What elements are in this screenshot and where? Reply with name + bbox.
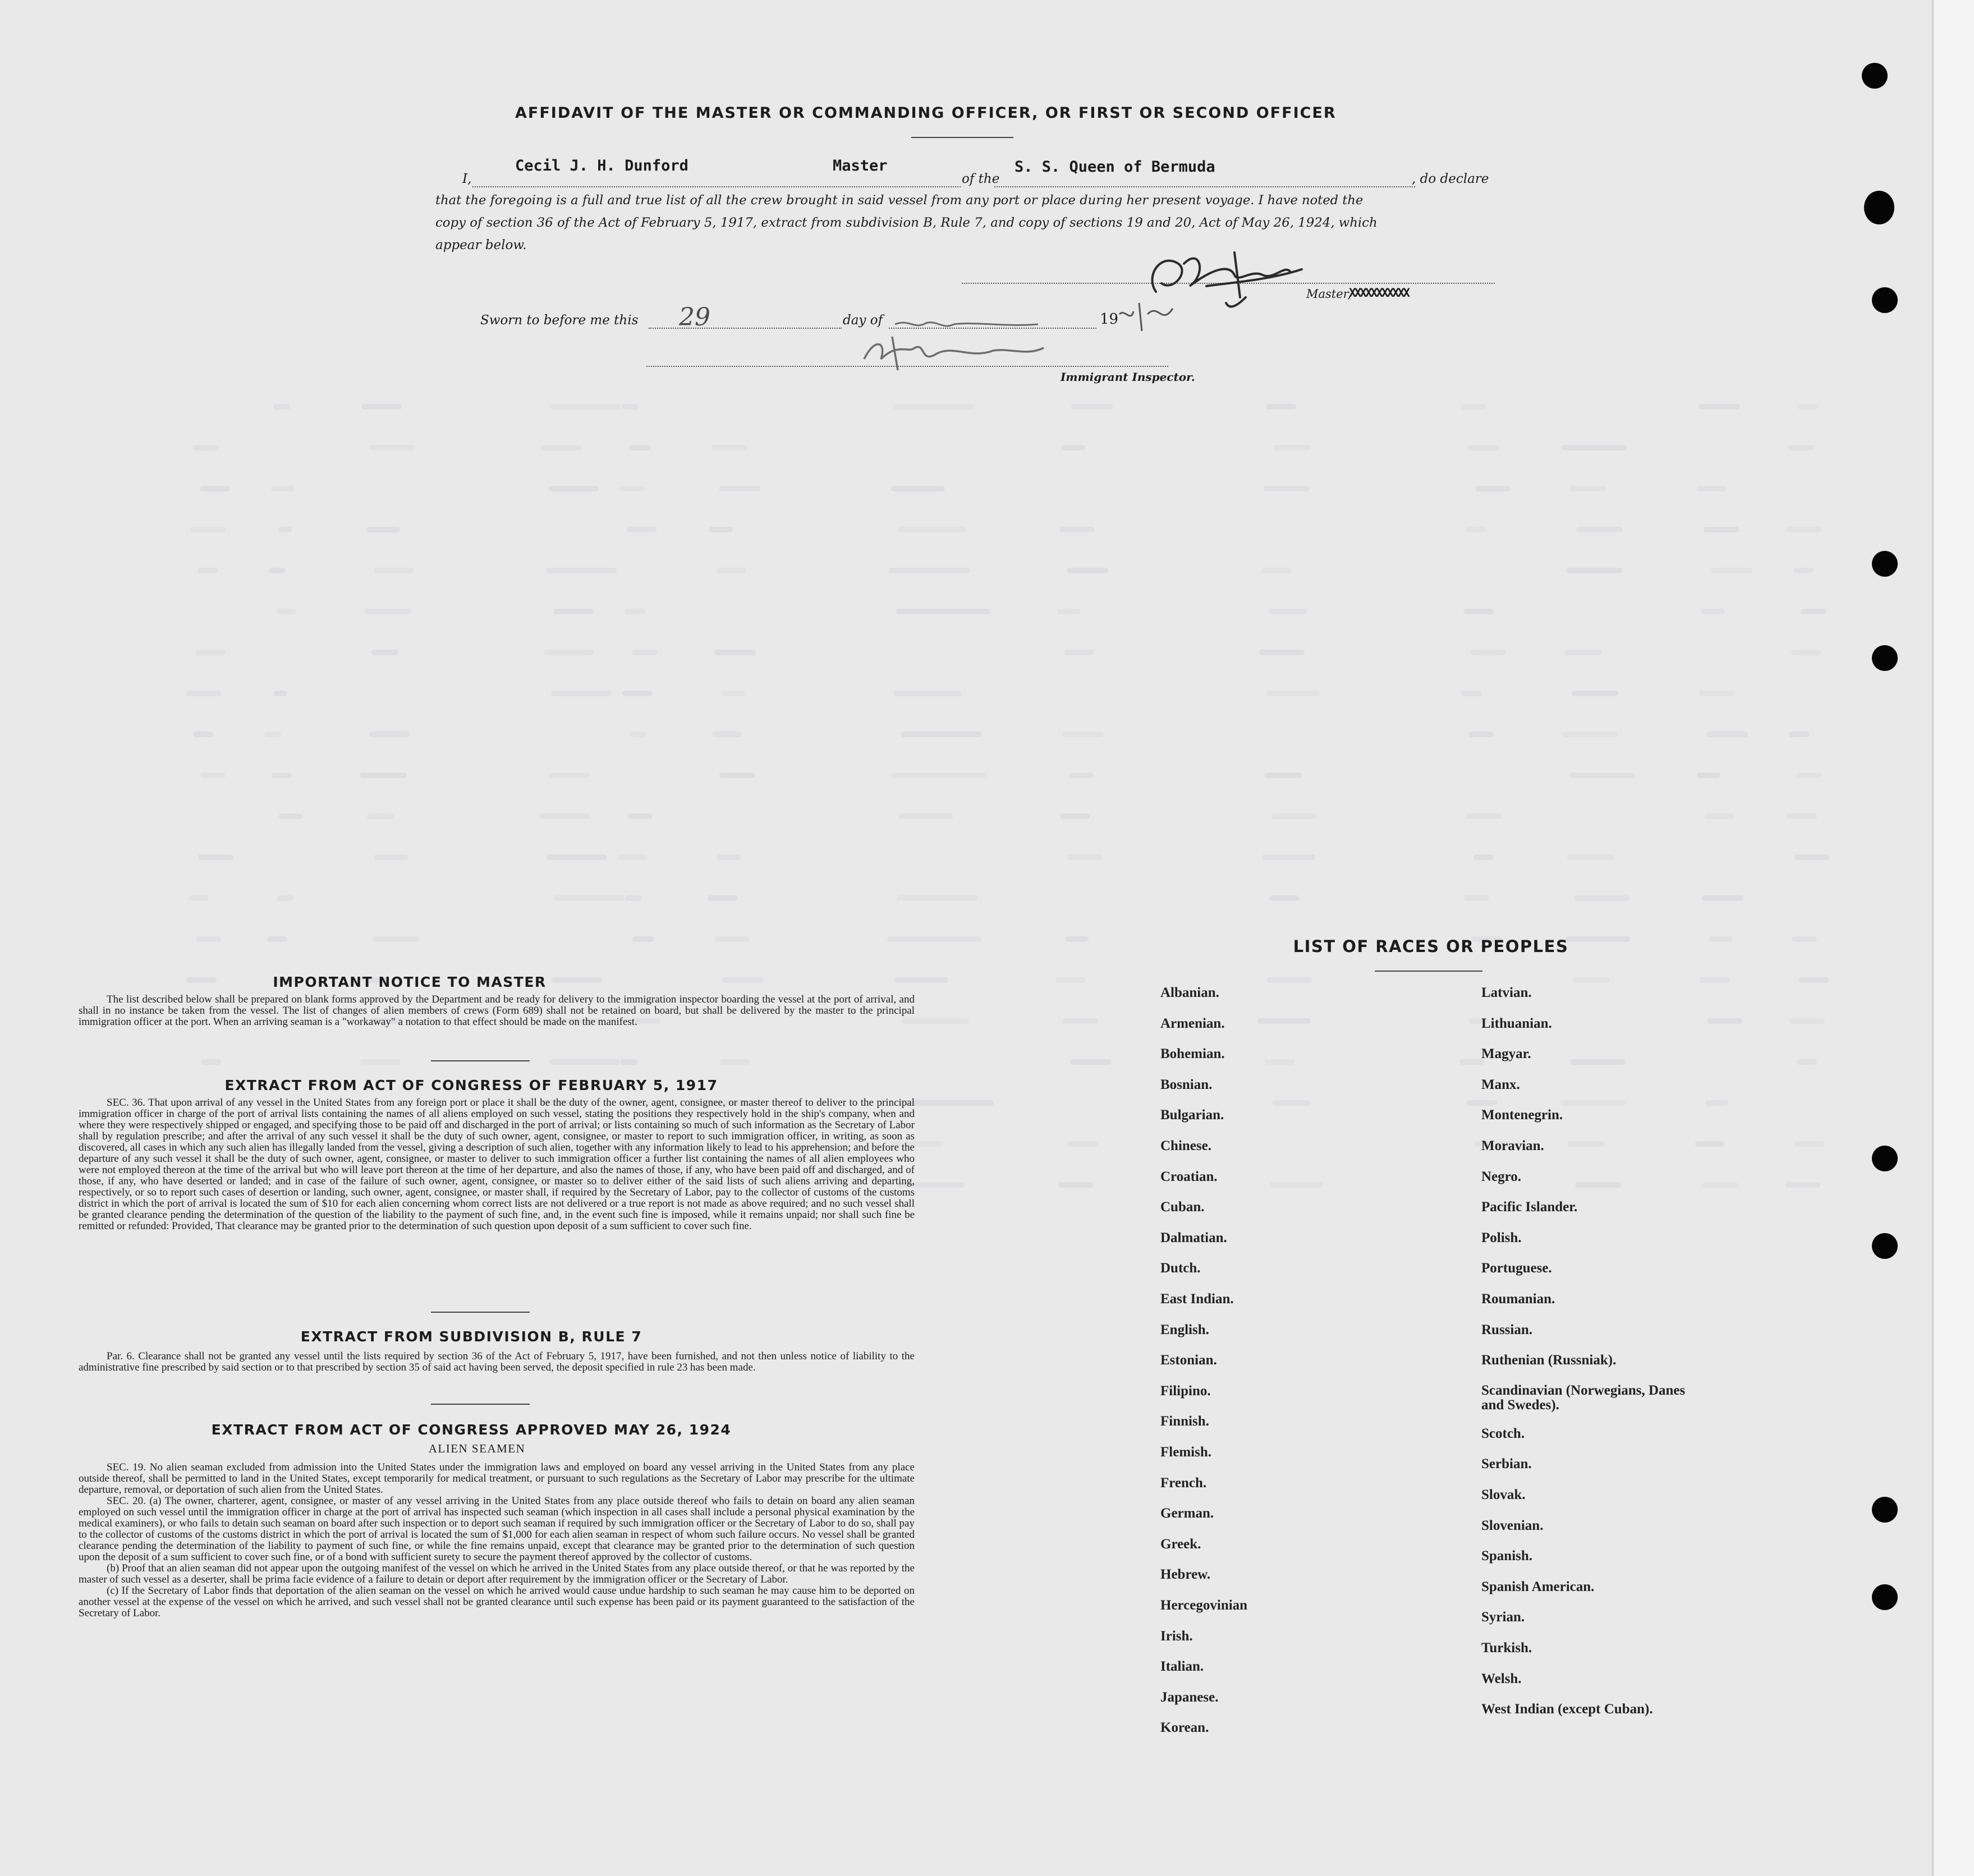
race-item: Filipino. — [1160, 1383, 1211, 1399]
race-item: Flemish. — [1160, 1445, 1211, 1460]
bleed-through-mark — [1704, 813, 1734, 819]
race-item: Croatian. — [1160, 1169, 1218, 1184]
struck-title: XXXXXXXXXXX — [1349, 286, 1409, 300]
bleed-through-mark — [1471, 650, 1506, 655]
bleed-through-mark — [276, 609, 296, 614]
bleed-through-mark — [1706, 732, 1748, 737]
bleed-through-mark — [551, 691, 612, 696]
bleed-through-mark — [1570, 1059, 1626, 1065]
race-item: Slovenian. — [1481, 1518, 1544, 1533]
bleed-through-mark — [889, 568, 970, 573]
bleed-through-mark — [1064, 650, 1094, 655]
bleed-through-mark — [1063, 1018, 1098, 1024]
bleed-through-mark — [1055, 977, 1085, 983]
bleed-through-mark — [1788, 445, 1814, 450]
bleed-through-mark — [894, 691, 961, 696]
bleed-through-mark — [549, 773, 589, 778]
bleed-through-mark — [896, 609, 990, 614]
extract-1924-text — [79, 1462, 915, 1619]
year-prefix: 19 — [1100, 311, 1119, 328]
bleed-through-mark — [1070, 1059, 1112, 1065]
bleed-through-mark — [717, 568, 746, 573]
bleed-through-mark — [1569, 486, 1606, 491]
bleed-through-mark — [1266, 404, 1296, 410]
bleed-through-mark — [190, 527, 226, 532]
divider — [911, 137, 1013, 138]
bleed-through-mark — [1261, 568, 1292, 573]
race-item: Serbian. — [1481, 1456, 1532, 1472]
bleed-through-mark — [544, 650, 594, 655]
of-the-label: of the — [962, 172, 1000, 186]
affidavit-statement-2: copy of section 36 of the Act of February 5, 1917, extract from subdivision B, Rule 7, and copy of sections 19 and 20, Act of May 26, 1924, which — [435, 215, 1378, 230]
bleed-through-mark — [1572, 977, 1609, 983]
bleed-through-mark — [374, 854, 408, 860]
sec19-paragraph: SEC. 19. No alien seaman excluded from admission into the United States under the immigration laws and employed on board any vessel arriving in the United States from any place outside thereof, shall be permitted to land in the United States, except temporarily for medical treatment, or pursuant to such regulations as the Secretary of Labor may prescribe for the ultimate departure, removal, or deportation of such alien from the United States. — [79, 1461, 915, 1496]
sworn-day-line — [649, 328, 842, 329]
bleed-through-mark — [1065, 936, 1089, 942]
bleed-through-mark — [1062, 445, 1085, 450]
bleed-through-mark — [1059, 527, 1095, 532]
bleed-through-mark — [898, 527, 966, 532]
sec20b-paragraph: (b) Proof that an alien seaman did not appear upon the outgoing manifest of the vessel on which he arrived in the United States from any place outside thereof, or that he was reported by the master of such vessel as a deserter, shall be prima facie evidence of a failure to detain or deport after requirement by the immigration officer or the Secretary of Labor. — [79, 1562, 915, 1585]
notice-title: IMPORTANT NOTICE TO MASTER — [273, 974, 547, 990]
bleed-through-mark — [621, 1059, 637, 1065]
notice-text — [79, 994, 915, 1028]
race-item: Montenegrin. — [1481, 1107, 1563, 1123]
bleed-through-mark — [550, 404, 621, 410]
alien-seamen-subtitle: ALIEN SEAMEN — [428, 1442, 526, 1455]
bleed-through-mark — [1468, 732, 1494, 737]
bleed-through-mark — [374, 568, 414, 573]
race-item: West Indian (except Cuban). — [1481, 1702, 1653, 1717]
bleed-through-mark — [1794, 854, 1829, 860]
affidavit-title: AFFIDAVIT OF THE MASTER OR COMMANDING OFFICER, OR FIRST OR SECOND OFFICER — [515, 104, 1337, 122]
bleed-through-mark — [1785, 1182, 1820, 1188]
bleed-through-mark — [1267, 977, 1312, 983]
bleed-through-mark — [1792, 936, 1817, 942]
divider — [431, 1312, 530, 1313]
bleed-through-mark — [1271, 813, 1317, 819]
race-item: Hebrew. — [1160, 1567, 1211, 1583]
bleed-through-mark — [1697, 773, 1720, 778]
inspector-signature — [859, 325, 1049, 376]
race-item: Portuguese. — [1481, 1261, 1552, 1276]
bleed-through-mark — [541, 445, 581, 450]
race-item: Scotch. — [1481, 1426, 1525, 1441]
races-title: LIST OF RACES OR PEOPLES — [1293, 937, 1569, 956]
bleed-through-mark — [1700, 977, 1729, 983]
bleed-through-mark — [709, 527, 733, 532]
extract-1924-title: EXTRACT FROM ACT OF CONGRESS APPROVED MAY 26, 1924 — [211, 1422, 732, 1438]
bleed-through-mark — [722, 691, 745, 696]
bleed-through-mark — [277, 895, 293, 901]
bleed-through-mark — [1705, 1100, 1728, 1106]
bleed-through-mark — [891, 486, 945, 491]
race-item: Manx. — [1481, 1077, 1520, 1092]
race-item: Japanese. — [1160, 1689, 1219, 1705]
bleed-through-mark — [272, 773, 292, 778]
bleed-through-mark — [554, 895, 625, 901]
binder-hole — [1864, 191, 1894, 224]
bleed-through-mark — [887, 936, 981, 942]
race-item: Syrian. — [1481, 1610, 1525, 1625]
bleed-through-mark — [186, 977, 217, 983]
bleed-through-mark — [1272, 1100, 1310, 1106]
bleed-through-mark — [720, 1059, 750, 1065]
bleed-through-mark — [1704, 527, 1739, 532]
bleed-through-mark — [1787, 813, 1817, 819]
bleed-through-mark — [1069, 773, 1093, 778]
bleed-through-mark — [201, 1059, 221, 1065]
bleed-through-mark — [1265, 1059, 1295, 1065]
bleed-through-mark — [714, 650, 756, 655]
bleed-through-mark — [546, 568, 617, 573]
bleed-through-mark — [630, 732, 646, 737]
race-item: Korean. — [1160, 1720, 1209, 1736]
race-item: Dutch. — [1160, 1261, 1201, 1276]
extract-rule7-text — [79, 1351, 915, 1373]
extract-rule7-title: EXTRACT FROM SUBDIVISION B, RULE 7 — [300, 1328, 642, 1345]
binder-hole — [1872, 551, 1898, 577]
bleed-through-mark — [1789, 1018, 1825, 1024]
bleed-through-mark — [1264, 773, 1302, 778]
bleed-through-mark — [1060, 813, 1090, 819]
bleed-through-mark — [618, 854, 648, 860]
bleed-through-mark — [1461, 404, 1486, 410]
bleed-through-mark — [198, 854, 233, 860]
bleed-through-mark — [1062, 732, 1104, 737]
bleed-through-mark — [364, 609, 411, 614]
race-item: East Indian. — [1160, 1291, 1234, 1307]
bleed-through-mark — [274, 691, 287, 696]
race-item: Moravian. — [1481, 1138, 1544, 1153]
bleed-through-mark — [719, 773, 755, 778]
bleed-through-mark — [547, 854, 607, 860]
bleed-through-mark — [360, 1059, 401, 1065]
bleed-through-mark — [901, 732, 982, 737]
bleed-through-mark — [1560, 1100, 1626, 1106]
bleed-through-mark — [629, 445, 650, 450]
race-item: Pacific Islander. — [1481, 1199, 1578, 1215]
bleed-through-mark — [1273, 445, 1311, 450]
vessel-line — [994, 186, 1415, 187]
race-item: Greek. — [1160, 1536, 1201, 1552]
bleed-through-mark — [1071, 404, 1113, 410]
affidavit-statement-3: appear below. — [435, 238, 527, 252]
bleed-through-mark — [708, 895, 737, 901]
bleed-through-mark — [1068, 1141, 1098, 1147]
bleed-through-mark — [1707, 1018, 1742, 1024]
name-line — [472, 186, 961, 187]
bleed-through-mark — [625, 895, 642, 901]
race-item: Slovak. — [1481, 1487, 1526, 1502]
bleed-through-mark — [1567, 568, 1622, 573]
sec20c-paragraph: (c) If the Secretary of Labor finds that deportation of the alien seaman on the vessel on which he arrived would cause undue hardship to such seaman he may cause him to be deported on another vessel at the expense of the vessel on which he arrived, and such vessel shall not be granted clearance until such expense has been paid or its payment guaranteed to the satisfaction of the Secretary of Labor. — [79, 1585, 915, 1619]
bleed-through-mark — [1257, 1018, 1311, 1024]
bleed-through-mark — [552, 977, 602, 983]
master-rank: Master — [833, 157, 888, 174]
bleed-through-mark — [622, 404, 639, 410]
bleed-through-mark — [897, 895, 977, 901]
race-item: Polish. — [1481, 1230, 1522, 1245]
bleed-through-mark — [1698, 404, 1740, 410]
bleed-through-mark — [893, 404, 974, 410]
bleed-through-mark — [1468, 445, 1498, 450]
binder-hole — [1872, 1497, 1898, 1523]
bleed-through-mark — [1466, 527, 1486, 532]
master-name: Cecil J. H. Dunford — [515, 157, 688, 174]
bleed-through-mark — [186, 691, 221, 696]
bleed-through-mark — [200, 486, 230, 491]
race-item: Estonian. — [1160, 1353, 1217, 1368]
race-item: Spanish American. — [1481, 1579, 1595, 1594]
bleed-through-mark — [712, 732, 742, 737]
bleed-through-mark — [198, 568, 218, 573]
divider — [431, 1404, 530, 1405]
bleed-through-mark — [1568, 1141, 1605, 1147]
bleed-through-mark — [1796, 773, 1821, 778]
bleed-through-mark — [1466, 813, 1502, 819]
extract-1917-title: EXTRACT FROM ACT OF CONGRESS OF FEBRUARY 5, 1917 — [224, 1077, 718, 1093]
do-declare-label: , do declare — [1412, 172, 1489, 186]
binder-hole — [1872, 1233, 1898, 1259]
race-item: Negro. — [1481, 1169, 1522, 1184]
race-item: Bohemian. — [1160, 1046, 1225, 1062]
bleed-through-mark — [627, 527, 657, 532]
race-item: Albanian. — [1160, 985, 1219, 1000]
race-item: Finnish. — [1160, 1414, 1209, 1429]
race-item: Turkish. — [1481, 1640, 1532, 1656]
bleed-through-mark — [1695, 1141, 1725, 1147]
race-item: Hercegovinian — [1160, 1598, 1248, 1613]
divider — [1375, 971, 1482, 972]
bleed-through-mark — [1794, 1141, 1825, 1147]
bleed-through-mark — [1567, 854, 1614, 860]
race-item: Bulgarian. — [1160, 1107, 1224, 1123]
bleed-through-mark — [619, 486, 645, 491]
inspector-label: Immigrant Inspector. — [1061, 370, 1195, 384]
bleed-through-mark — [1463, 609, 1494, 614]
bleed-through-mark — [1576, 527, 1623, 532]
bleed-through-mark — [899, 813, 953, 819]
sec20a-paragraph: SEC. 20. (a) The owner, charterer, agent, consignee, or master of any vessel arriving in the United States from any place outside thereof who fails to detain on board any alien seaman employed on such vessel until the immigration officer in charge at the port of arrival has inspected such seaman (which inspection in all cases shall include a personal physical examination by the medical examiners), or who fails to detain such seaman on board after such inspection or to deport such seaman if required by such immigration officer or the Secretary of Labor to do so, shall pay to the collector of customs of the customs district in which the port of arrival is located the sum of $1,000 for each alien seaman in respect of whom such failure occurs. No vessel shall be granted clearance pending the determination of the liability to payment of such fine, or while the fine remains unpaid, except that clearance may be granted prior to the determination of such question upon the deposit of a sum sufficient to cover such fine, or of a bond with sufficient surety to secure the payment thereof approved by the collector of customs. — [79, 1495, 915, 1563]
binder-hole — [1862, 63, 1888, 89]
bleed-through-mark — [632, 936, 654, 942]
notice-paragraph: The list described below shall be prepared on blank forms approved by the Department and be ready for delivery to the immigration inspector boarding the vessel at the port of arrival, and shall in no instance be taken from the vessel. The list of changes of alien members of crews (Form 689) shall not be retained on board, but shall be delivered by the master to the principal immigration officer at the port. When an arriving seaman is a "workaway" a notation to that effect should be made on the manifest. — [79, 994, 915, 1028]
bleed-through-mark — [711, 445, 747, 450]
bleed-through-mark — [1067, 854, 1103, 860]
bleed-through-mark — [549, 1059, 620, 1065]
bleed-through-mark — [192, 445, 218, 450]
bleed-through-mark — [539, 813, 590, 819]
paper-edge — [1932, 0, 1974, 1876]
bleed-through-mark — [548, 486, 599, 491]
race-item: Roumanian. — [1481, 1291, 1555, 1307]
bleed-through-mark — [369, 445, 416, 450]
day-of-label: day of — [843, 313, 883, 328]
bleed-through-mark — [1793, 568, 1814, 573]
bleed-through-mark — [367, 813, 394, 819]
race-item: Cuban. — [1160, 1199, 1205, 1215]
race-item: Dalmatian. — [1160, 1230, 1227, 1245]
bleed-through-mark — [1799, 977, 1829, 983]
race-item: Chinese. — [1160, 1138, 1211, 1153]
bleed-through-mark — [1789, 732, 1809, 737]
bleed-through-mark — [1574, 895, 1630, 901]
bleed-through-mark — [195, 650, 226, 655]
bleed-through-mark — [1262, 854, 1315, 860]
bleed-through-mark — [1575, 1182, 1622, 1188]
bleed-through-mark — [279, 813, 302, 819]
bleed-through-mark — [1801, 609, 1826, 614]
race-item: Russian. — [1481, 1322, 1533, 1337]
divider — [431, 1060, 530, 1061]
race-item: Italian. — [1160, 1659, 1204, 1675]
bleed-through-mark — [1786, 527, 1821, 532]
race-item: Latvian. — [1481, 985, 1532, 1000]
bleed-through-mark — [278, 527, 292, 532]
bleed-through-mark — [1461, 691, 1481, 696]
sworn-day: 29 — [679, 303, 710, 332]
bleed-through-mark — [722, 977, 764, 983]
race-item: French. — [1160, 1475, 1207, 1491]
vessel-name: S. S. Queen of Bermuda — [1014, 158, 1215, 176]
bleed-through-mark — [1702, 895, 1743, 901]
bleed-through-mark — [1269, 609, 1307, 614]
bleed-through-mark — [273, 404, 290, 410]
race-item: Welsh. — [1481, 1671, 1522, 1686]
bleed-through-mark — [189, 895, 209, 901]
bleed-through-mark — [371, 650, 398, 655]
bleed-through-mark — [1464, 895, 1489, 901]
race-item: Lithuanian. — [1481, 1015, 1552, 1031]
bleed-through-mark — [366, 527, 400, 532]
bleed-through-mark — [269, 568, 286, 573]
bleed-through-mark — [1269, 895, 1300, 901]
bleed-through-mark — [372, 936, 419, 942]
i-label: I, — [462, 172, 472, 186]
rule7-paragraph: Par. 6. Clearance shall not be granted any vessel until the lists required by section 36 of the Act of February 5, 1917, have been furnished, and not then unless notice of liability to the administrative fine prescribed by said section or to that prescribed by section 35 of said act having been served, the deposit specified in rule 23 has been made. — [79, 1350, 915, 1373]
bleed-through-mark — [1696, 486, 1726, 491]
bleed-through-mark — [200, 773, 226, 778]
bleed-through-mark — [1699, 691, 1734, 696]
bleed-through-mark — [1797, 1059, 1817, 1065]
race-item: Armenian. — [1160, 1015, 1225, 1031]
bleed-through-mark — [719, 486, 760, 491]
bleed-through-mark — [1798, 404, 1818, 410]
affidavit-statement-1: that the foregoing is a full and true list of all the crew brought in said vessel from any port or place during her present voyage. I have noted the — [435, 193, 1364, 208]
bleed-through-mark — [1562, 732, 1618, 737]
binder-hole — [1872, 1146, 1898, 1171]
bleed-through-mark — [717, 854, 741, 860]
bleed-through-mark — [1791, 650, 1821, 655]
race-item: Magyar. — [1481, 1046, 1531, 1062]
bleed-through-mark — [1057, 609, 1081, 614]
bleed-through-mark — [1264, 486, 1309, 491]
year-handwriting — [1117, 292, 1184, 337]
bleed-through-mark — [1270, 1182, 1323, 1188]
race-item: English. — [1160, 1322, 1209, 1337]
bleed-through-mark — [892, 773, 986, 778]
bleed-through-mark — [622, 691, 652, 696]
bleed-through-mark — [1473, 854, 1494, 860]
bleed-through-mark — [553, 609, 594, 614]
bleed-through-mark — [1569, 773, 1635, 778]
binder-hole — [1872, 1584, 1898, 1610]
race-item: Scandinavian (Norwegians, Danes and Swedes). — [1481, 1382, 1686, 1413]
master-label: Master, — [1306, 287, 1352, 301]
race-item: Spanish. — [1481, 1548, 1533, 1564]
bleed-through-mark — [193, 732, 213, 737]
bleed-through-mark — [894, 977, 948, 983]
sec36-paragraph: SEC. 36. That upon arrival of any vessel in the United States from any foreign port or place it shall be the duty of the owner, agent, consignee, or master thereof to deliver to the principal immigration officer in charge of the port of arrival lists containing the names of all aliens employed on such vessel, stating the positions they respectively hold in the ship's company, when and where they were respectively shipped or engaged, and specifying those to be paid off and discharged in the port of arrival; or lists containing so much of such information as the Secretary of Labor shall by regulation prescribe; and after the arrival of any such vessel it shall be the duty of such owner, agent, consignee, or master to report to such immigration officer, in writing, as soon as discovered, all cases in which any such alien has illegally landed from the vessel, giving a description of such alien, together with any information likely to lead to his apprehension; and before the departure of any such vessel it shall be the duty of such owner, agent, consignee, or master to deliver to such immigration officer a further list containing the names of all alien employees who were not employed thereon at the time of the arrival but who will leave port thereon at the time of her departure, and also the names of those, if any, who have been paid off and discharged, and of those, if any, who have deserted or landed; and in case of the failure of such owner, agent, consignee, or master so to deliver either of the said lists of such aliens arriving and departing, respectively, or so to report such cases of desertion or landing, such owner, agent, consignee, or master shall, if required by the Secretary of Labor, pay to the collector of customs of the customs district in which the port of arrival is located the sum of $10 for each alien concerning whom correct lists are not delivered or a true report is not made as above required; and no such vessel shall be granted clearance pending the determination of the question of the liability to the payment of such fine, and, in the event such fine is imposed, while it remains unpaid; nor shall such fine be remitted or refunded: Provided, That clearance may be granted prior to the determination of such question upon deposit of a sum sufficient to cover such fine. — [79, 1097, 915, 1232]
bleed-through-mark — [360, 773, 407, 778]
race-item: Ruthenian (Russniak). — [1481, 1353, 1617, 1368]
bleed-through-mark — [271, 486, 295, 491]
bleed-through-mark — [1562, 445, 1627, 450]
bleed-through-mark — [1702, 1182, 1738, 1188]
bleed-through-mark — [627, 813, 653, 819]
binder-hole — [1872, 287, 1898, 313]
bleed-through-mark — [1058, 1182, 1094, 1188]
bleed-through-mark — [369, 732, 410, 737]
bleed-through-mark — [1711, 568, 1752, 573]
bleed-through-mark — [1701, 609, 1725, 614]
extract-1917-text — [79, 1097, 915, 1232]
race-item: German. — [1160, 1506, 1214, 1521]
bleed-through-mark — [267, 936, 287, 942]
bleed-through-mark — [1475, 486, 1511, 491]
bleed-through-mark — [715, 936, 750, 942]
bleed-through-mark — [1266, 691, 1320, 696]
bleed-through-mark — [632, 650, 657, 655]
bleed-through-mark — [361, 404, 402, 410]
race-item: Irish. — [1160, 1628, 1193, 1644]
bleed-through-mark — [625, 609, 646, 614]
bleed-through-mark — [1572, 691, 1618, 696]
bleed-through-mark — [264, 732, 281, 737]
sworn-label: Sworn to before me this — [480, 313, 639, 328]
bleed-through-mark — [1709, 936, 1733, 942]
bleed-through-mark — [196, 936, 221, 942]
bleed-through-mark — [1067, 568, 1108, 573]
bleed-through-mark — [1259, 650, 1305, 655]
binder-hole — [1872, 645, 1898, 671]
bleed-through-mark — [1564, 650, 1601, 655]
bleed-through-mark — [1467, 1100, 1497, 1106]
race-item: Bosnian. — [1160, 1077, 1213, 1092]
